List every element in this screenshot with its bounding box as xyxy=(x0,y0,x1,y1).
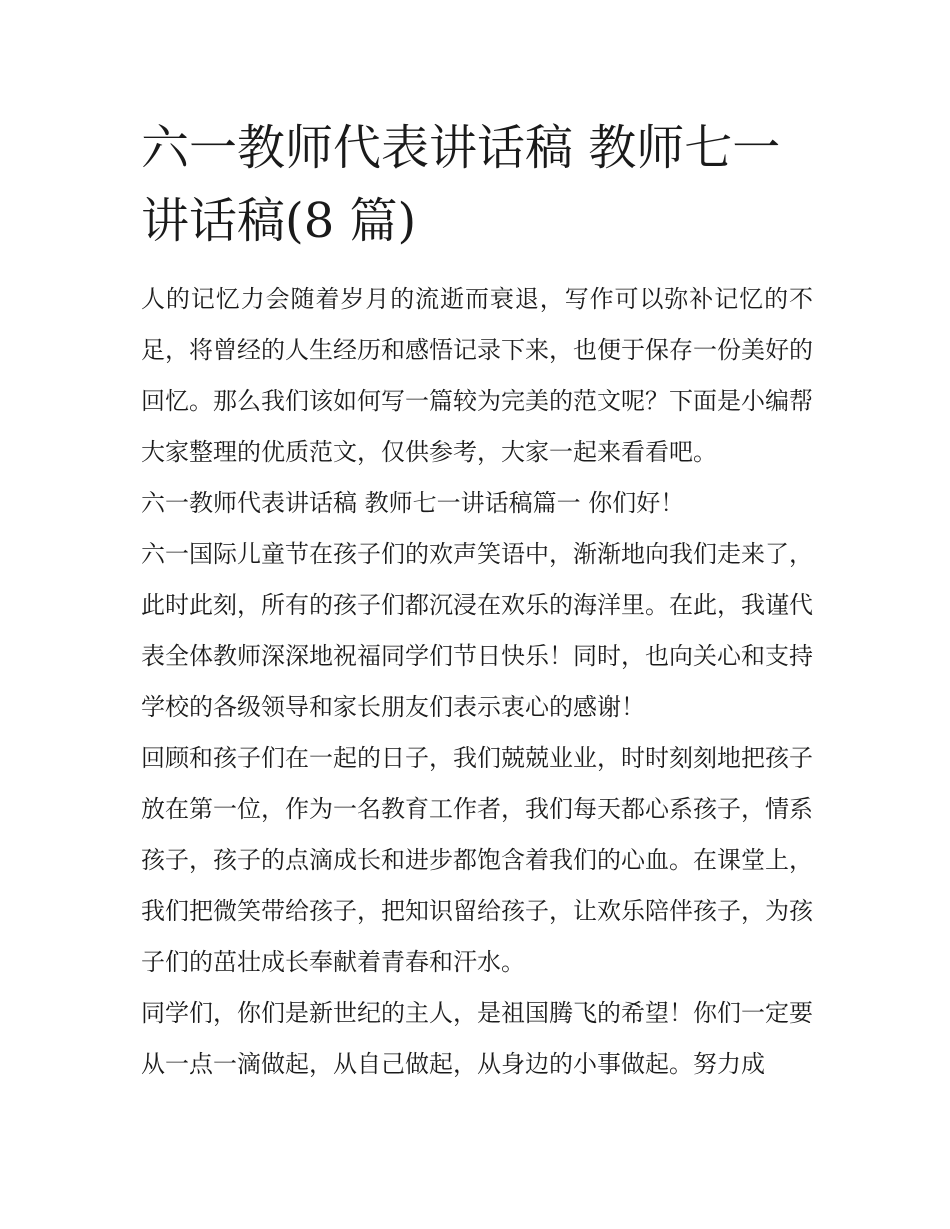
paragraph-childrens-day: 六一国际儿童节在孩子们的欢声笑语中，渐渐地向我们走来了，此时此刻，所有的孩子们都沉浸在欢乐的海洋里。在此，我谨代表全体教师深深地祝福同学们节日快乐！同时，也向关心和支持学校的各级领导和家长朋友们表示衷心的感谢！ xyxy=(141,540,813,721)
paragraph-review: 回顾和孩子们在一起的日子，我们兢兢业业，时时刻刻地把孩子放在第一位，作为一名教育工作者，我们每天都心系孩子，情系孩子，孩子的点滴成长和进步都饱含着我们的心血。在课堂上，我们把微笑带给孩子，把知识留给孩子，让欢乐陪伴孩子，为孩子们的茁壮成长奉献着青春和汗水。 xyxy=(141,744,813,976)
document-title: 六一教师代表讲话稿 教师七一讲话稿(8 篇) xyxy=(141,120,781,249)
paragraph-intro: 人的记忆力会随着岁月的流逝而衰退，写作可以弥补记忆的不足，将曾经的人生经历和感悟记录下来，也便于保存一份美好的回忆。那么我们该如何写一篇较为完美的范文呢？下面是小编帮大家整理的优质范文，仅供参考，大家一起来看看吧。 xyxy=(141,285,813,466)
paragraph-heading-piece-one: 六一教师代表讲话稿 教师七一讲话稿篇一 你们好！ xyxy=(141,489,685,517)
paragraph-students: 同学们，你们是新世纪的主人，是祖国腾飞的希望！你们一定要从一点一滴做起，从自己做起，从身边的小事做起。努力成 xyxy=(141,999,813,1078)
document-page xyxy=(141,112,813,1090)
